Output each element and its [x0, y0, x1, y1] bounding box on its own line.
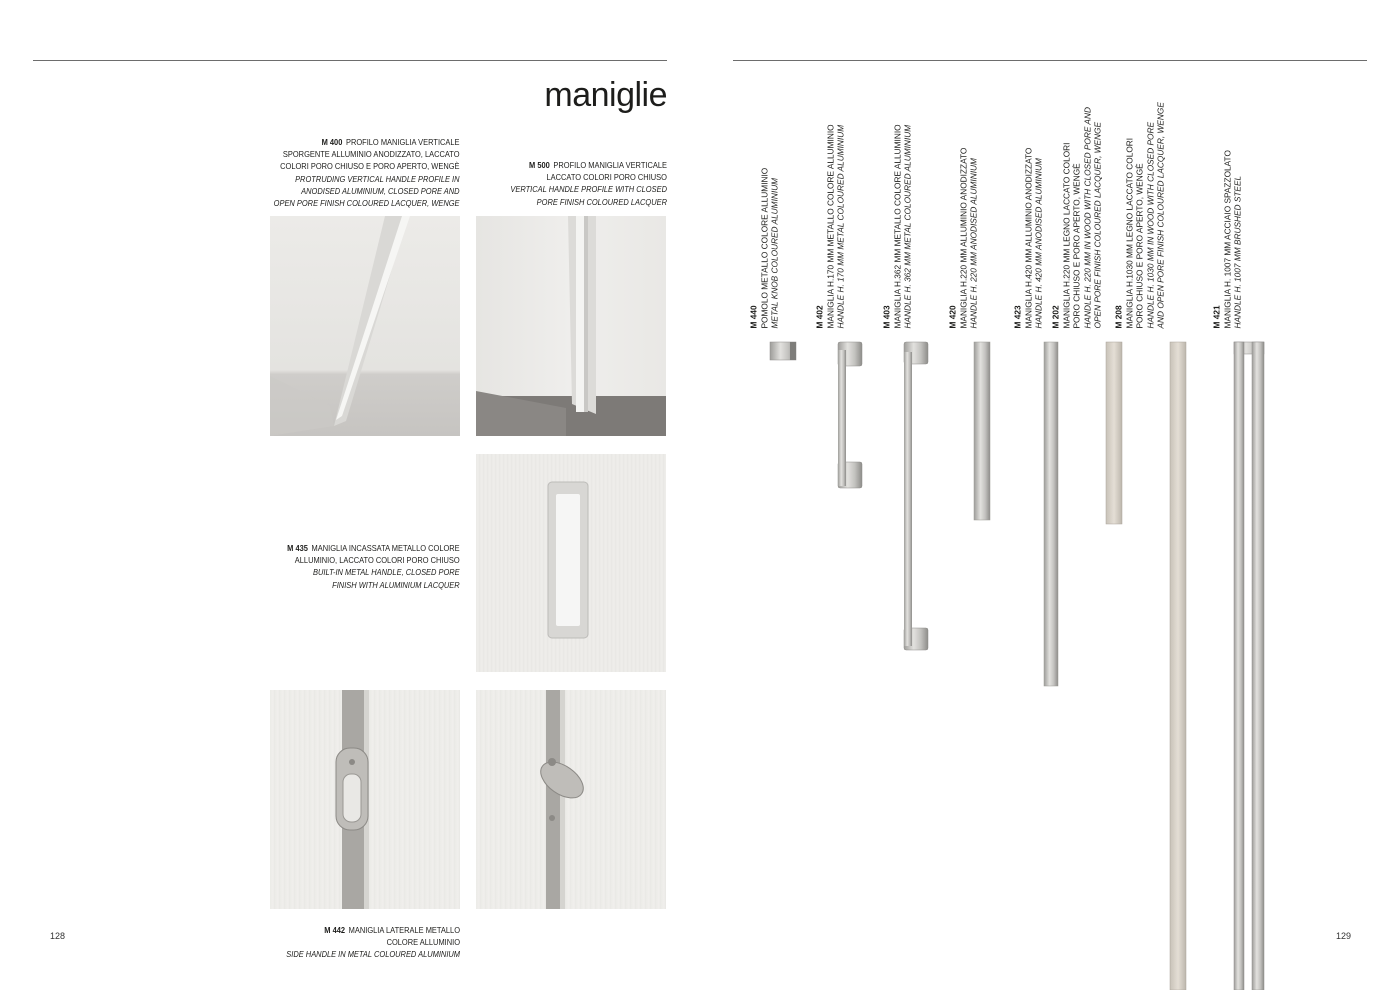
handle-m202 — [1106, 342, 1122, 524]
m208-line-2: PORO CHIUSO E PORO APERTO, WENGÈ — [1134, 162, 1145, 328]
caption-m442-en-1: SIDE HANDLE IN METAL COLOURED ALUMINIUM — [286, 949, 460, 960]
caption-m400-en-2: ANODISED ALUMINIUM, CLOSED PORE AND — [301, 185, 460, 196]
photo-m400 — [270, 216, 460, 436]
m420-line-1: MANIGLIA H.220 MM ALLUMINIO ANODIZZATO — [958, 147, 968, 328]
caption-m400 — [274, 136, 460, 209]
page-number-left: 128 — [50, 931, 66, 941]
code-m400: M 400 — [322, 137, 343, 147]
code-m403: M 403 — [881, 304, 892, 328]
photo-m435 — [476, 454, 666, 672]
caption-m435-en-1: BUILT-IN METAL HANDLE, CLOSED PORE — [313, 567, 460, 578]
m208-en-2: AND OPEN PORE FINISH COLOURED LACQUER, WENGE — [1155, 101, 1166, 328]
m208-en-1: HANDLE H. 1030 MM IN WOOD WITH CLOSED PORE — [1145, 121, 1155, 328]
caption-m500-line-1: PROFILO MANIGLIA VERTICALE — [553, 160, 667, 170]
caption-m400-line-1: PROFILO MANIGLIA VERTICALE — [346, 137, 460, 147]
caption-m435-en-2: FINISH WITH ALUMINIUM LACQUER — [332, 579, 460, 590]
handle-caption-m403 — [881, 123, 914, 328]
caption-m500-en-1: VERTICAL HANDLE PROFILE WITH CLOSED — [510, 184, 667, 195]
photo-m500 — [476, 216, 666, 436]
m440-line-1: POMOLO METALLO COLORE ALLUMINIO — [759, 167, 769, 328]
handle-caption-m440 — [748, 167, 781, 328]
handle-caption-m420 — [947, 147, 980, 328]
m440-en-1: METAL KNOB COLOURED ALUMINIUM — [769, 177, 780, 328]
handle-m402 — [838, 342, 862, 488]
top-rule-left — [33, 60, 667, 61]
code-m500: M 500 — [529, 160, 550, 170]
m208-line-1: MANIGLIA H.1030 MM LEGNO LACCATO COLORI — [1124, 137, 1134, 328]
m403-line-1: MANIGLIA H.362 MM METALLO COLORE ALLUMINIO — [892, 123, 902, 328]
page-number-right: 129 — [1336, 931, 1352, 941]
code-m421: M 421 — [1211, 304, 1222, 328]
m423-en-1: HANDLE H. 420 MM ANODISED ALUMINIUM — [1033, 157, 1044, 328]
m402-line-1: MANIGLIA H.170 MM METALLO COLORE ALLUMINIO — [825, 123, 835, 328]
caption-m400-line-3: COLORI PORO CHIUSO E PORO APERTO, WENGÈ — [280, 161, 460, 172]
handle-caption-m423 — [1012, 147, 1045, 328]
handle-caption-m208 — [1113, 101, 1167, 328]
handle-m403 — [904, 342, 928, 650]
code-m440: M 440 — [748, 304, 759, 328]
m202-line-1: MANIGLIA H.220 MM LEGNO LACCATO COLORI — [1061, 142, 1071, 328]
m202-line-2: PORO CHIUSO E PORO APERTO, WENGÈ — [1071, 162, 1082, 328]
caption-m500 — [510, 159, 667, 208]
m420-en-1: HANDLE H. 220 MM ANODISED ALUMINIUM — [968, 157, 979, 328]
caption-m500-en-2: PORE FINISH COLOURED LACQUER — [536, 196, 667, 207]
code-m435: M 435 — [287, 543, 309, 553]
handle-m440 — [770, 342, 796, 360]
handle-caption-m421 — [1211, 149, 1244, 328]
caption-m435 — [287, 542, 460, 591]
m423-line-1: MANIGLIA H.420 MM ALLUMINIO ANODIZZATO — [1023, 147, 1033, 328]
caption-m435-line-2: ALLUMINIO, LACCATO COLORI PORO CHIUSO — [295, 555, 460, 566]
caption-m400-en-1: PROTRUDING VERTICAL HANDLE PROFILE IN — [295, 173, 460, 184]
handle-m420 — [974, 342, 990, 520]
caption-m400-line-2: SPORGENTE ALLUMINIO ANODIZZATO, LACCATO — [283, 149, 460, 160]
code-m402: M 402 — [814, 304, 825, 328]
caption-m442 — [286, 924, 460, 961]
page-title: maniglie — [544, 76, 667, 114]
handle-m423 — [1044, 342, 1058, 686]
code-m202: M 202 — [1050, 304, 1061, 328]
m421-en-1: HANDLE H. 1007 MM BRUSHED STEEL — [1232, 175, 1243, 328]
code-m208: M 208 — [1113, 304, 1124, 328]
photo-m442-open — [476, 690, 666, 909]
m202-en-1: HANDLE H. 220 MM IN WOOD WITH CLOSED PORE AND — [1082, 106, 1092, 328]
caption-m442-line-2: COLORE ALLUMINIO — [386, 937, 460, 948]
caption-m435-line-1: MANIGLIA INCASSATA METALLO COLORE — [311, 543, 460, 553]
code-m442: M 442 — [324, 925, 346, 935]
handle-m208 — [1170, 342, 1186, 990]
caption-m400-en-3: OPEN PORE FINISH COLOURED LACQUER, WENGE — [274, 198, 460, 209]
caption-m442-line-1: MANIGLIA LATERALE METALLO — [348, 925, 460, 935]
top-rule-right — [733, 60, 1367, 61]
code-m423: M 423 — [1012, 304, 1023, 328]
handle-caption-m402 — [814, 123, 847, 328]
m202-en-2: OPEN PORE FINISH COLOURED LACQUER, WENGE — [1092, 121, 1103, 328]
m421-line-1: MANIGLIA H. 1007 MM ACCIAIO SPAZZOLATO — [1222, 149, 1232, 328]
m402-en-1: HANDLE H. 170 MM METAL COLOURED ALUMINIUM — [835, 124, 846, 328]
m403-en-1: HANDLE H. 362 MM METAL COLOURED ALUMINIUM — [902, 124, 913, 328]
handles-illustration — [760, 330, 1380, 990]
caption-m500-line-2: LACCATO COLORI PORO CHIUSO — [546, 172, 667, 183]
handle-caption-m202 — [1050, 106, 1104, 328]
handle-m421 — [1234, 342, 1264, 990]
code-m420: M 420 — [947, 304, 958, 328]
photo-m442-closed — [270, 690, 460, 909]
